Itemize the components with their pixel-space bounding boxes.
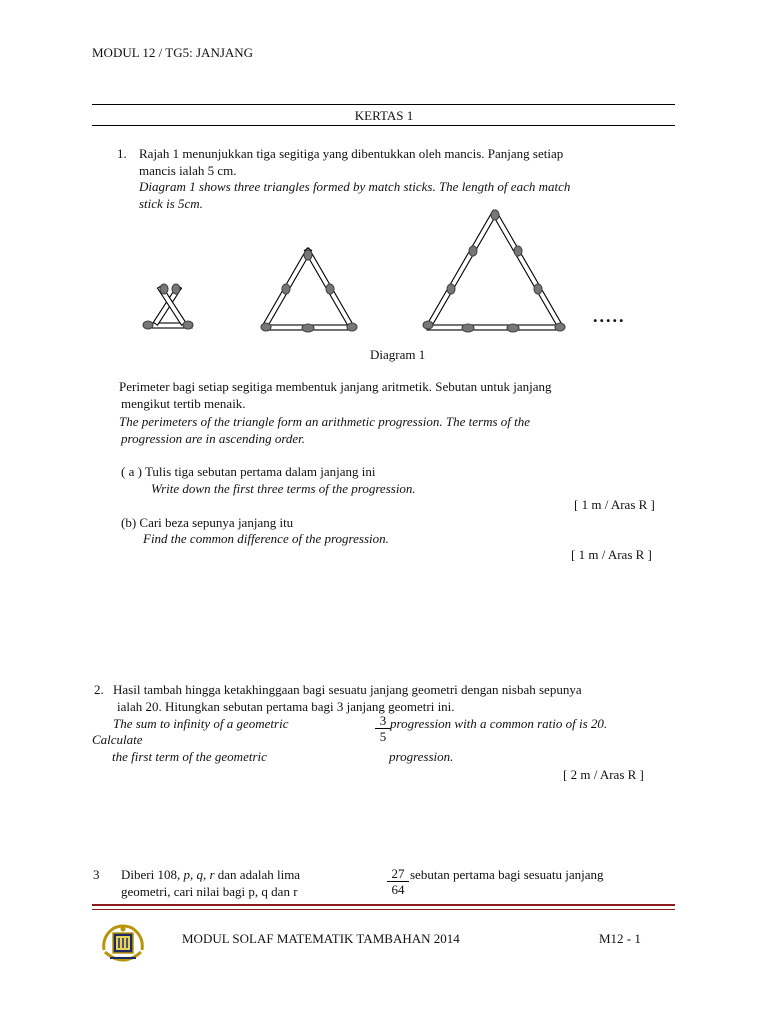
q2-ms-line2: ialah 20. Hitungkan sebutan pertama bagi 3 janjang geometri ini. — [117, 699, 455, 714]
q2-ratio-fraction — [375, 713, 391, 744]
triangle-medium — [261, 248, 357, 332]
q2-en-part2: progression with a common ratio of is 20. — [390, 716, 608, 731]
q1-number: 1. — [117, 146, 127, 161]
q2-en-part4: progression. — [389, 749, 454, 764]
q3-sep2: , — [202, 867, 210, 882]
matchstick-diagram — [130, 205, 650, 345]
q1-perim-ms-line2: mengikut tertib menaik. — [121, 396, 246, 411]
footer-rule-thick — [92, 904, 675, 906]
q3-frac-num: 27 — [387, 866, 409, 882]
header-rule-top — [92, 104, 675, 105]
q2-frac-den: 5 — [379, 729, 387, 744]
triangle-large — [423, 210, 565, 332]
q1b-ms: (b) Cari beza sepunya janjang itu — [121, 515, 294, 530]
q2-frac-num: 3 — [375, 713, 391, 729]
triangle-small — [143, 284, 193, 329]
footer-title: MODUL SOLAF MATEMATIK TAMBAHAN 2014 — [182, 931, 460, 946]
module-header: MODUL 12 / TG5: JANJANG — [92, 45, 254, 60]
q1-ms-line1: Rajah 1 menunjukkan tiga segitiga yang dibentukkan oleh mancis. Panjang setiap — [139, 146, 564, 161]
q3-var-r: r — [209, 867, 215, 882]
q3-number: 3 — [93, 867, 100, 882]
q3-frac-den: 64 — [391, 882, 405, 897]
q2-en-part1: The sum to infinity of a geometric — [113, 716, 289, 731]
state-crest-logo — [100, 922, 146, 968]
q3-line1-c: sebutan pertama bagi sesuatu janjang — [410, 867, 604, 882]
q3-line1-a: Diberi 108, — [121, 867, 184, 882]
q1b-marks: [ 1 m / Aras R ] — [571, 547, 652, 562]
q1-perim-en-line1: The perimeters of the triangle form an arithmetic progression. The terms of the — [119, 414, 531, 429]
q1-en-line1: Diagram 1 shows three triangles formed by match sticks. The length of each match — [139, 179, 571, 194]
q3-var-q: q — [196, 867, 203, 882]
q1-ms-line2: mancis ialah 5 cm. — [139, 163, 237, 178]
q3-sep1: , — [189, 867, 197, 882]
q2-en-part3: the first term of the geometric — [112, 749, 267, 764]
q3-line1-b: dan adalah lima — [214, 867, 301, 882]
paper-title: KERTAS 1 — [354, 108, 414, 123]
q3-line1 — [121, 867, 300, 883]
footer-page-number: M12 - 1 — [599, 931, 641, 946]
q2-marks: [ 2 m / Aras R ] — [563, 767, 644, 782]
diagram-label: Diagram 1 — [370, 347, 426, 362]
q3-var-p: p — [183, 867, 190, 882]
q3-line2: geometri, cari nilai bagi p, q dan r — [121, 884, 298, 899]
q2-number: 2. — [94, 682, 104, 697]
q1-perim-ms-line1: Perimeter bagi setiap segitiga membentuk janjang aritmetik. Sebutan untuk janjang — [119, 379, 552, 394]
q2-en-calc: Calculate — [92, 732, 143, 747]
q1-perim-en-line2: progression are in ascending order. — [121, 431, 306, 446]
footer-rule-thin — [92, 909, 675, 910]
q2-ms-line1: Hasil tambah hingga ketakhinggaan bagi sesuatu janjang geometri dengan nisbah sepunya — [113, 682, 582, 697]
q1a-en: Write down the first three terms of the progression. — [151, 481, 416, 496]
q1a-ms: ( a ) Tulis tiga sebutan pertama dalam janjang ini — [121, 464, 376, 479]
q1a-marks: [ 1 m / Aras R ] — [574, 497, 655, 512]
q1-en-line2: stick is 5cm. — [139, 196, 203, 211]
continuation-dots: ..... — [593, 306, 626, 326]
q3-fraction — [387, 866, 409, 897]
q1b-en: Find the common difference of the progression. — [143, 531, 389, 546]
header-rule-bottom — [92, 125, 675, 126]
